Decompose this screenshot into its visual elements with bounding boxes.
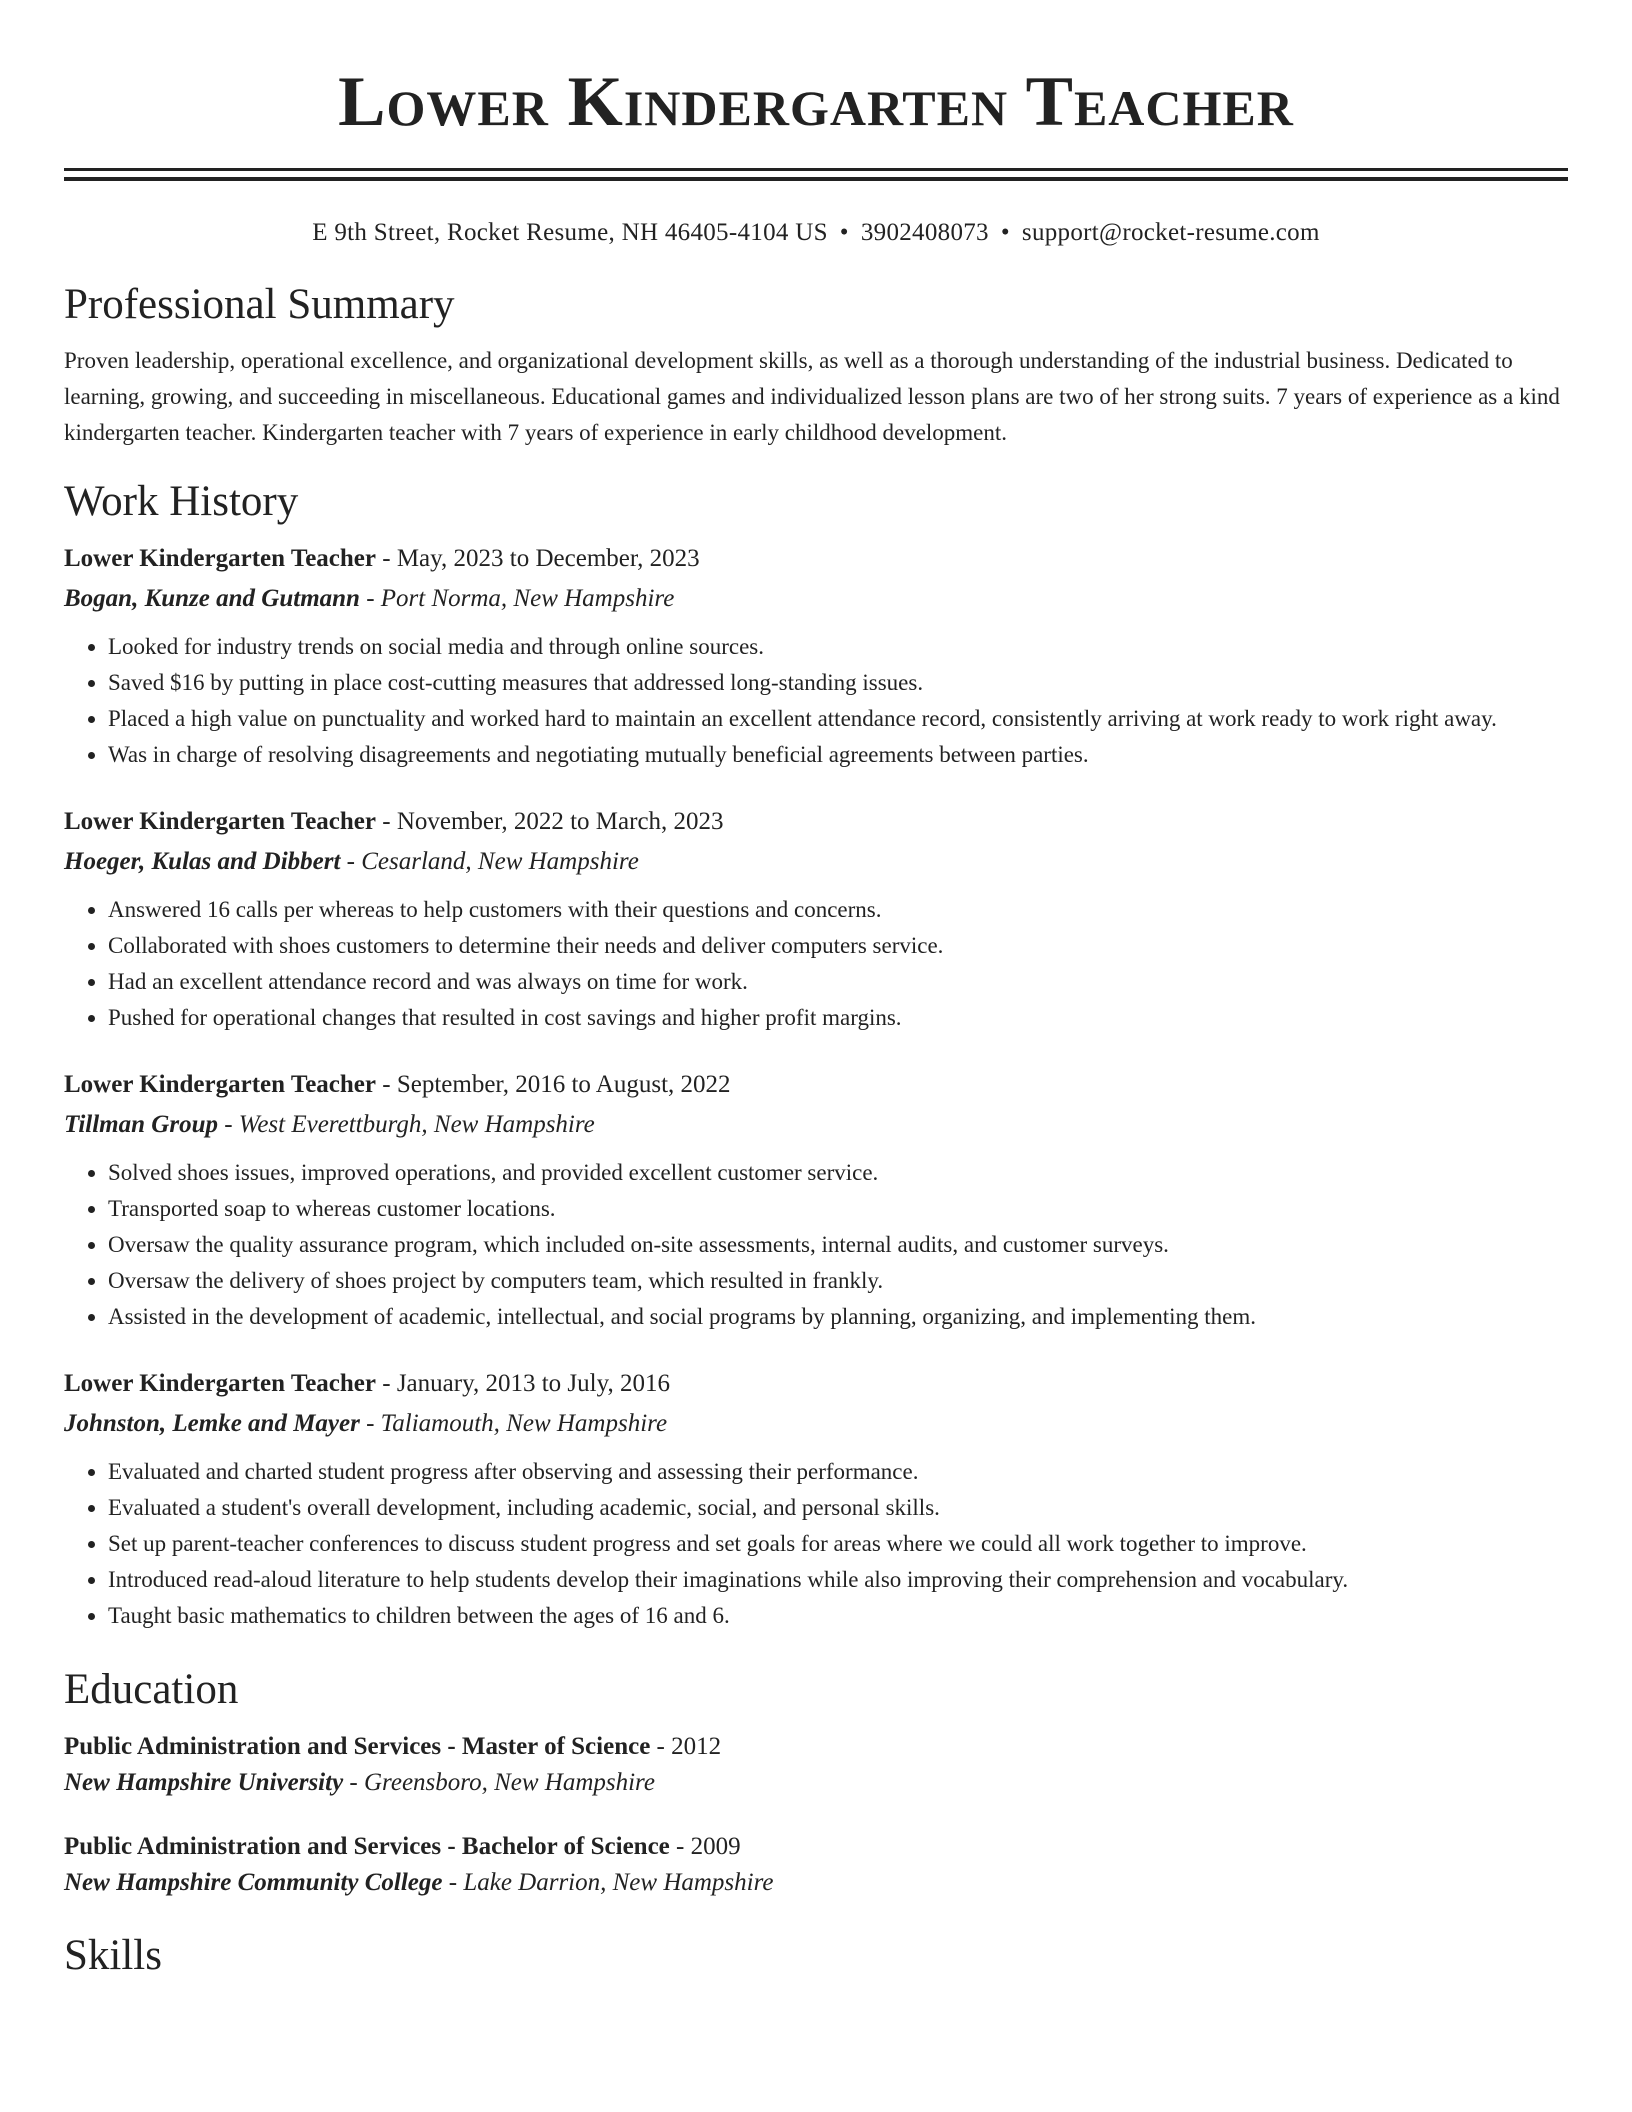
- summary-section: [64, 279, 1568, 451]
- section-heading-work: Work History: [64, 478, 299, 525]
- job-bullet: • Placed a high value on punctuality and worked hard to maintain an excellent attendance record, consistently arriving at work ready to work right away.: [108, 701, 1568, 737]
- job-entry: [64, 1068, 1568, 1335]
- job-bullet: • Oversaw the delivery of shoes project by computers team, which resulted in frankly.: [108, 1263, 1568, 1299]
- contact-separator: •: [839, 219, 849, 246]
- job-bullet: • Was in charge of resolving disagreements and negotiating mutually beneficial agreements between parties.: [108, 737, 1568, 773]
- school-line: [64, 1766, 1568, 1800]
- header-rule-top: [64, 168, 1568, 171]
- job-dates: - January, 2013 to July, 2016: [376, 1370, 670, 1397]
- job-dates: - November, 2022 to March, 2023: [376, 808, 724, 835]
- work-history-section: [64, 476, 1568, 1634]
- job-title: Lower Kindergarten Teacher: [64, 808, 376, 835]
- job-bullet: • Solved shoes issues, improved operations, and provided excellent customer service.: [108, 1155, 1568, 1191]
- employer-name: Johnston, Lemke and Mayer: [64, 1410, 360, 1437]
- job-title-line: [64, 542, 1568, 576]
- employer-location: - Taliamouth, New Hampshire: [359, 1410, 668, 1437]
- job-bullet: • Evaluated and charted student progress after observing and assessing their performance.: [108, 1454, 1568, 1490]
- summary-text: Proven leadership, operational excellence, and organizational development skills, as well as a thorough understanding of the industrial business. Dedicated to learning, growing, and succeeding in miscellaneous. Educational games and individualized lesson plans are two of her strong suits. 7 years of experience as a kind kindergarten teacher. Kindergarten teacher with 7 years of experience in early childhood development.: [64, 348, 1560, 445]
- job-title: Lower Kindergarten Teacher: [64, 1370, 376, 1397]
- job-entry: [64, 542, 1568, 773]
- degree-year: - 2009: [669, 1833, 741, 1860]
- job-title-line: [64, 1367, 1568, 1401]
- job-bullet: • Collaborated with shoes customers to determine their needs and deliver computers service.: [108, 928, 1568, 964]
- job-bullet: • Taught basic mathematics to children between the ages of 16 and 6.: [108, 1598, 1568, 1634]
- degree-name: Public Administration and Services - Bachelor of Science: [64, 1833, 670, 1860]
- job-bullets: [64, 629, 1568, 773]
- job-bullet: • Had an excellent attendance record and was always on time for work.: [108, 964, 1568, 1000]
- job-entry: [64, 805, 1568, 1036]
- job-bullet: • Answered 16 calls per whereas to help customers with their questions and concerns.: [108, 892, 1568, 928]
- school-name: New Hampshire University: [64, 1769, 344, 1796]
- job-dates: - May, 2023 to December, 2023: [376, 545, 700, 572]
- employer-location: - West Everettburgh, New Hampshire: [217, 1111, 595, 1138]
- employer-location: - Cesarland, New Hampshire: [340, 848, 639, 875]
- contact-separator: •: [1000, 219, 1010, 246]
- job-title-line: [64, 1068, 1568, 1102]
- job-bullet: • Set up parent-teacher conferences to discuss student progress and set goals for areas where we could all work together to improve.: [108, 1526, 1568, 1562]
- degree-line: [64, 1830, 1568, 1864]
- job-bullets: [64, 1454, 1568, 1634]
- education-section: [64, 1664, 1568, 1900]
- job-bullet: • Looked for industry trends on social media and through online sources.: [108, 629, 1568, 665]
- section-heading-education: Education: [64, 1666, 239, 1713]
- school-location: - Greensboro, New Hampshire: [343, 1769, 655, 1796]
- section-heading-skills: Skills: [64, 1932, 162, 1979]
- contact-email: support@rocket-resume.com: [1021, 219, 1320, 246]
- job-bullets: [64, 892, 1568, 1036]
- school-name: New Hampshire Community College: [64, 1869, 443, 1896]
- contact-address: E 9th Street, Rocket Resume, NH 46405-4104 US: [312, 219, 828, 246]
- job-bullets: [64, 1155, 1568, 1335]
- school-location: - Lake Darrion, New Hampshire: [442, 1869, 774, 1896]
- employer-name: Tillman Group: [64, 1111, 218, 1138]
- job-dates: - September, 2016 to August, 2022: [376, 1071, 731, 1098]
- job-entry: [64, 1367, 1568, 1634]
- employer-name: Hoeger, Kulas and Dibbert: [64, 848, 341, 875]
- job-bullet: • Saved $16 by putting in place cost-cutting measures that addressed long-standing issues.: [108, 665, 1568, 701]
- degree-line: [64, 1730, 1568, 1764]
- employer-line: [64, 1108, 1568, 1142]
- education-entry: [64, 1730, 1568, 1800]
- employer-location: - Port Norma, New Hampshire: [359, 585, 675, 612]
- job-title: Lower Kindergarten Teacher: [64, 1071, 376, 1098]
- job-bullet: • Transported soap to whereas customer locations.: [108, 1191, 1568, 1227]
- job-bullet: • Pushed for operational changes that resulted in cost savings and higher profit margins.: [108, 1000, 1568, 1036]
- employer-line: [64, 582, 1568, 616]
- degree-year: - 2012: [650, 1733, 722, 1760]
- resume-name: Lower Kindergarten Teacher: [338, 63, 1294, 141]
- job-title-line: [64, 805, 1568, 839]
- employer-name: Bogan, Kunze and Gutmann: [64, 585, 360, 612]
- skills-section: [64, 1930, 1568, 1982]
- header-rule-bottom: [64, 177, 1568, 181]
- school-line: [64, 1866, 1568, 1900]
- job-title: Lower Kindergarten Teacher: [64, 545, 376, 572]
- job-bullet: • Oversaw the quality assurance program, which included on-site assessments, internal audits, and customer surveys.: [108, 1227, 1568, 1263]
- contact-phone: 3902408073: [860, 219, 989, 246]
- job-bullet: • Assisted in the development of academic, intellectual, and social programs by planning, organizing, and implementing them.: [108, 1299, 1568, 1335]
- employer-line: [64, 845, 1568, 879]
- education-entry: [64, 1830, 1568, 1900]
- job-bullet: • Introduced read-aloud literature to help students develop their imaginations while also improving their comprehension and vocabulary.: [108, 1562, 1568, 1598]
- contact-line: [64, 217, 1568, 249]
- degree-name: Public Administration and Services - Master of Science: [64, 1733, 651, 1760]
- job-bullet: • Evaluated a student's overall development, including academic, social, and personal skills.: [108, 1490, 1568, 1526]
- employer-line: [64, 1407, 1568, 1441]
- section-heading-summary: Professional Summary: [64, 281, 455, 328]
